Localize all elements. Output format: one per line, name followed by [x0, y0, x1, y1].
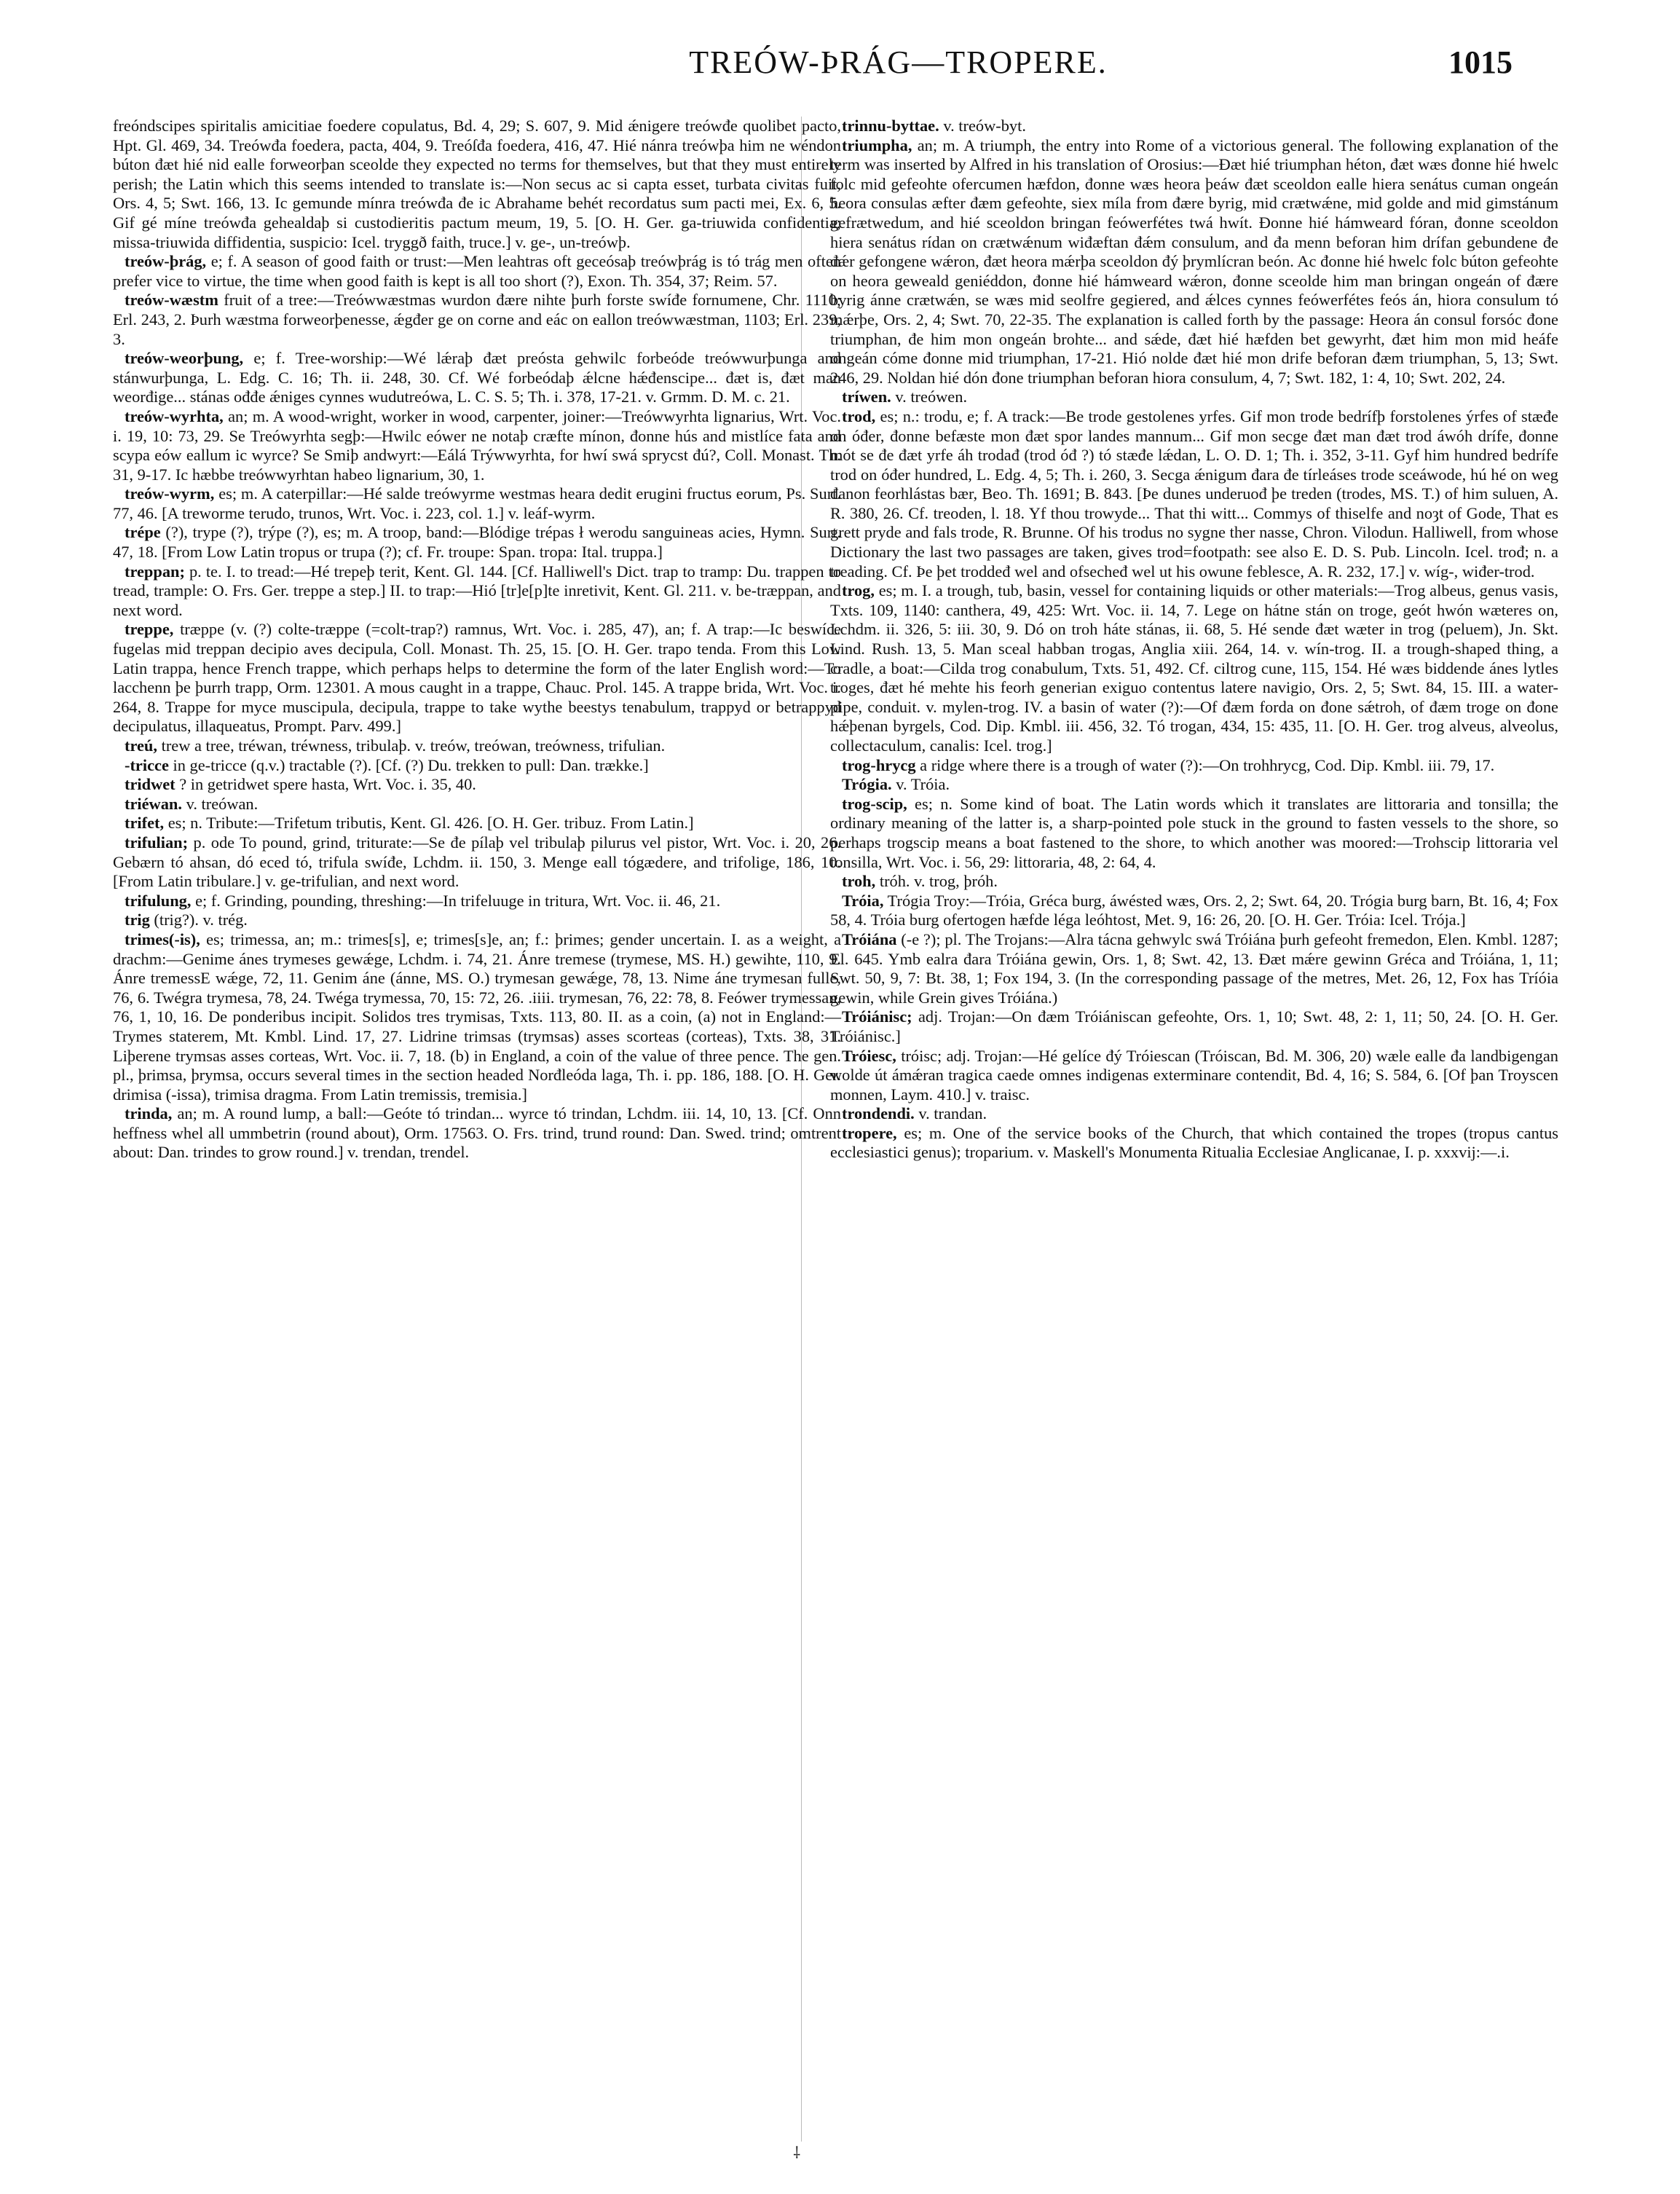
dictionary-entry — [830, 775, 1558, 795]
page-number: 1015 — [1448, 44, 1513, 80]
dictionary-entry — [113, 756, 841, 776]
entry-definition: an; m. A wood-wright, worker in wood, carpenter, joiner:—Treówwyrhta lignarius, Wrt. Voc. i. 19, 10: 73, 29. Se Treówyrhta segþ:—Hwilc eówer ne notaþ cræfte mínon, đonne hús and mistlíce fata and scypa eów eallum ic wyrce? Se Smiþ andwyrt:—Eálá Trýwwyrhta, for hwí swá sprycst đú?, Coll. Monast. Th. 31, 9-17. Ic hæbbe treówwyrhtan habeo lignarium, 30, 1. — [113, 406, 841, 484]
dictionary-entry — [830, 756, 1558, 776]
entry-definition: ? in getridwet spere hasta, Wrt. Voc. i. 35, 40. — [179, 775, 476, 794]
entry-definition: v. trandan. — [918, 1104, 987, 1123]
entry-definition: (?), trype (?), trýpe (?), es; m. A troop, band:—Blódige trépas ł werodu sanguineas acies, Hymn. Surt. 47, 18. [From Low Latin tropus or trupa (?); cf. Fr. troupe: Span. tropa: Ital. truppa.] — [113, 523, 841, 562]
entry-definition: adj. Trojan:—On đæm Tróiániscan gefeohte, Ors. 1, 10; Swt. 48, 2: 1, 11; 50, 24. [O. H. Ger. Tróiánisc.] — [830, 1007, 1558, 1045]
dictionary-entry — [830, 795, 1558, 872]
entry-headword: trinda, — [125, 1104, 173, 1123]
entry-headword: triumpha, — [842, 135, 912, 154]
entry-headword: trod, — [842, 406, 876, 425]
dictionary-entry — [830, 892, 1558, 930]
dictionary-entry — [113, 484, 841, 523]
entry-headword: trog-hrycg — [842, 755, 916, 774]
entry-headword: trépe — [125, 523, 161, 542]
dictionary-entry — [113, 562, 841, 621]
entry-headword: treów-þrág, — [125, 252, 207, 271]
entry-definition: v. treówan. — [186, 794, 259, 813]
entry-headword: treów-wyrm, — [125, 484, 215, 503]
dictionary-entry — [113, 930, 841, 1104]
entry-definition: tróisc; adj. Trojan:—Hé gelíce đý Tróiescan (Tróiscan, Bd. M. 306, 20) wæle ealle đa landbigengan wolde út ámǽran tragica caede omnes indigenas exterminare contendit, Bd. 4, 16; S. 584, 6. [Of þan Troyscen monnen, Laym. 410.] v. traisc. — [830, 1046, 1558, 1104]
dictionary-entry — [830, 407, 1558, 581]
entry-definition: Trógia Troy:—Tróia, Gréca burg, áwésted wæs, Ors. 2, 2; Swt. 64, 20. Trógia burg barn, Bt. 16, 4; Fox 58, 4. Tróia burg ofertogen hæfde léga leóhtost, Met. 9, 16: 26, 20. [O. H. Ger. Tróia: Icel. Trója.] — [830, 891, 1558, 929]
entry-definition: es; m. I. a trough, tub, basin, vessel for containing liquids or other materials:—Trog albeus, genus vasis, Txts. 109, 1140: canthera, 49, 425: Wrt. Voc. ii. 14, 7. Lege on hátne stán on troge, geót hwón wæteres on, Lchdm. ii. 326, 5: iii. 30, 9. Dó on troh háte stánas, ii. 68, 5. Hé sende đæt wæter in trog (peluem), Jn. Skt. Lind. Rush. 13, 5. Man sceal habban trogas, Anglia xiii. 264, 14. v. wín-trog. II. a trough-shaped thing, a cradle, a boat:—Cilda trog conabulum, Txts. 51, 492. Cf. ciltrog cune, 115, 154. Hé wæs biddende ánes lytles troges, đæt hé mehte his feorh generian exiguo contentus latere navigio, Ors. 2, 5; Swt. 84, 15. III. a water-pipe, conduit. v. mylen-trog. IV. a basin of water (?):—Of đæm forda on đone sǽtroh, of đæm troge on đone hǽþenan byrgels, Cod. Dip. Kmbl. iii. 456, 32. Tó trogan, 434, 15: 435, 11. [O. H. Ger. trog alveus, alveolus, collectaculum, canalis: Icel. trog.] — [830, 581, 1558, 755]
entry-definition: es; m. A caterpillar:—Hé salde treówyrme westmas heara dedit erugini fructus eorum, Ps. Surt. 77, 46. [A treworme terudo, trunos, Wrt. Voc. i. 223, col. 1.] v. leáf-wyrm. — [113, 484, 841, 522]
dictionary-entry — [113, 795, 841, 814]
entry-headword: trinnu-byttae. — [842, 117, 939, 135]
dictionary-entry — [830, 117, 1558, 136]
entry-definition: es; n. Some kind of boat. The Latin words which it translates are littoraria and tonsilla; the ordinary meaning of the latter is, a sharp-pointed pole stuck in the ground to fasten vessels to the shore, so perhaps trogscip means a boat fastened to the shore, to which another was moored:—Trohscip littoraria vel tonsilla, Wrt. Voc. i. 56, 29: littoraria, 48, 2: 64, 4. — [830, 794, 1558, 871]
entry-headword: tridwet — [125, 775, 176, 794]
entry-definition: trew a tree, tréwan, tréwness, tribulaþ. v. treów, treówan, treówness, trifulian. — [161, 736, 666, 755]
dictionary-entry — [113, 252, 841, 291]
entry-definition: es; n. Tribute:—Trifetum tributis, Kent. Gl. 426. [O. H. Ger. tribuz. From Latin.] — [167, 814, 694, 833]
dictionary-entry — [830, 1104, 1558, 1124]
entry-headword: Tróiánisc; — [842, 1007, 912, 1026]
entry-headword: treppan; — [125, 562, 185, 581]
dictionary-entry — [830, 388, 1558, 407]
entry-headword: Tróia, — [842, 891, 884, 910]
entry-headword: trog, — [842, 581, 875, 600]
entry-headword: -tricce — [125, 755, 169, 774]
entry-headword: Trógia. — [842, 775, 892, 794]
entry-definition: freóndscipes spiritalis amicitiae foedere copulatus, Bd. 4, 29; S. 607, 9. Mid ǽnigere treówđe quolibet pacto, Hpt. Gl. 469, 34. Treówđa foedera, pacta, 404, 9. Treóſđa foedera, 416, 47. Hié nánra treówþa him ne wéndon búton đæt hié nid ealle forweorþan sceolde they expected no terms for themselves, but that they must entirely perish; the Latin which this seems intended to translate is:—Non secus ac si capta esset, turbata civitas fuit, Ors. 4, 5; Swt. 166, 13. Ic gemunde mínra treówđa đe ic Abrahame behét recordatus sum pacti mei, Ex. 6, 5. Gif gé míne treówđa gehealdaþ si custodieritis pactum meum, 19, 5. [O. H. Ger. ga-triuwida confidentia; missa-triuwida diffidentia, suspicio: Icel. tryggð faith, truce.] v. ge-, un-treówþ. — [113, 117, 841, 251]
right-column — [830, 117, 1558, 1163]
entry-definition: e; f. A season of good faith or trust:—Men leahtras oft geceósaþ treówþrág is tó trág men often prefer vice to virtue, the time when good faith is kept is all too short (?), Exon. Th. 354, 37; Reim. 57. — [113, 252, 841, 290]
entry-definition: v. treówen. — [895, 388, 968, 406]
dictionary-entry — [113, 523, 841, 562]
dictionary-entry — [113, 117, 841, 252]
entry-definition: fruit of a tree:—Treówwæstmas wurdon đære nihte þurh forste swíđe fornumene, Chr. 1110; Erl. 243, 2. Þurh wæstma forweorþenesse, ǽgđer ge on corne and eác on eallon treówwæstman, 1103; Erl. 239, 3. — [113, 291, 841, 348]
entry-definition: tróh. v. trog, þróh. — [879, 872, 998, 891]
dictionary-entry — [113, 620, 841, 736]
entry-headword: trifulian; — [125, 833, 189, 852]
entry-headword: trimes(-is), — [125, 929, 200, 948]
entry-headword: trog-scip, — [842, 794, 907, 813]
entry-headword: tropere, — [842, 1123, 897, 1142]
dictionary-entry — [113, 775, 841, 795]
entry-headword: trondendi. — [842, 1104, 915, 1123]
dictionary-entry — [113, 833, 841, 892]
entry-definition: in ge-tricce (q.v.) tractable (?). [Cf. (?) Du. trekken to pull: Dan. trække.] — [173, 755, 649, 774]
dictionary-entry — [830, 1047, 1558, 1105]
dictionary-entry — [113, 1104, 841, 1163]
entry-definition: (trig?). v. trég. — [154, 911, 248, 929]
entry-definition: (-e ?); pl. The Trojans:—Alra tácna gehwylc swá Tróiána þurh gefeoht fremedon, Elen. Kmbl. 1287; El. 645. Ymb ealra đara Tróiána gewin, Ors. 1, 8; Swt. 42, 13. Đæt mǽre gewinn Gréca and Tróiána, 1, 11; Swt. 50, 9, 7: Bt. 38, 1; Fox 194, 3. (In the corresponding passage of the metres, Met. 26, 12, Fox has Tríóia gewin, while Grein gives Tróiána.) — [830, 929, 1558, 1007]
dictionary-entry — [113, 892, 841, 911]
page-header — [117, 44, 1680, 95]
entry-headword: treów-wyrhta, — [125, 406, 224, 425]
entry-headword: treppe, — [125, 620, 174, 639]
entry-headword: trifet, — [125, 814, 165, 833]
dictionary-entry — [830, 581, 1558, 755]
entry-definition: v. Tróia. — [896, 775, 950, 794]
dictionary-entry — [113, 814, 841, 833]
entry-definition: es; m. One of the service books of the Church, that which contained the tropes (tropus cantus ecclesiastici genus); troparium. v. Maskell's Monumenta Ritualia Ecclesiae Anglicanae, I. p. xxxvij:—.i. — [830, 1123, 1558, 1162]
entry-definition: træppe (v. (?) colte-træppe (=colt-trap?) ramnus, Wrt. Voc. i. 285, 47), an; f. A trap:—Ic beswíce fugelas mid treppan decipio aves decipula, Coll. Monast. Th. 25, 15. [O. H. Ger. trapo tenda. From this Low Latin trappa, hence French trappe, which perhaps helps to determine the form of the later English word:—To lacchenn þe þurrh trapp, Orm. 12301. A mous caught in a trappe, Chauc. Prol. 145. A trappe brida, Wrt. Voc. i. 264, 8. Trappe for myce muscipula, decipula, trappe to take wythe beestys tenabulum, trappyd or betrappyd decipulatus, illaqueatus, Prompt. Parv. 499.] — [113, 620, 841, 736]
page-title: TREÓW-ÞRÁG—TROPERE. — [689, 44, 1108, 80]
entry-headword: tríwen. — [842, 388, 891, 406]
dictionary-entry — [830, 1007, 1558, 1046]
end-ornament-icon: ⸸ — [793, 2144, 801, 2163]
entry-definition: p. te. I. to tread:—Hé trepeþ terit, Kent. Gl. 144. [Cf. Halliwell's Dict. trap to tramp: Du. trappen to tread, trample: O. Frs. Ger. treppe a step.] II. to trap:—Hió [tr]e[p]te inretivit, Kent. Gl. 211. v. be-træppan, and next word. — [113, 562, 841, 619]
entry-definition: e; f. Tree-worship:—Wé lǽraþ đæt preósta gehwilc forbeóde treówwurþunga and stánwurþunga, L. Edg. C. 16; Th. ii. 248, 30. Cf. Wé forbeódaþ ǽlcne hǽđenscipe... đæt is, đæt man weorđige... stánas ođđe ǽniges cynnes wudutreówa, L. C. S. 5; Th. i. 378, 17-21. v. Grmm. D. M. c. 21. — [113, 349, 841, 406]
entry-headword: treú, — [125, 736, 157, 755]
dictionary-entry — [113, 349, 841, 407]
entry-headword: treów-weorþung, — [125, 349, 244, 368]
entry-definition: a ridge where there is a trough of water (?):—On trohhrycg, Cod. Dip. Kmbl. iii. 79, 17. — [920, 755, 1495, 774]
dictionary-entry — [830, 1124, 1558, 1163]
entry-headword: Tróiesc, — [842, 1046, 896, 1065]
dictionary-entry — [113, 291, 841, 349]
dictionary-entry — [113, 736, 841, 756]
entry-definition: v. treów-byt. — [943, 117, 1026, 135]
dictionary-entry — [830, 872, 1558, 892]
left-column — [113, 117, 841, 1163]
dictionary-entry — [113, 911, 841, 930]
entry-definition: es; trimessa, an; m.: trimes[s], e; trimes[s]e, an; f.: þrimes; gender uncertain. I. as a weight, a drachm:—Genime ánes trymeses gewǽge, Lchdm. i. 74, 21. Ánre tremese (trymese, MS. H.) gewihte, 110, 9. Ánre tremessE wǽge, 72, 11. Genim áne (ánne, MS. O.) trymesan gewǽge, 78, 13. Nime áne trymesan fulle, 76, 6. Twégra trymesa, 78, 24. Twéga trymessa, 70, 15: 72, 26. .iiii. trymesan, 76, 22: 78, 8. Feówer trymessan, 76, 1, 10, 16. De ponderibus incipit. Solidos tres trymisas, Txts. 113, 80. II. as a coin, (a) not in England:—Trymes staterem, Mt. Kmbl. Lind. 17, 27. Lidrine trimsas (trymsas) asses scorteas (corteas), Txts. 38, 31. Liþerene trymsas asses corteas, Wrt. Voc. ii. 7, 18. (b) in England, a coin of the value of three pence. The gen. pl., þrimsa, þrymsa, occurs several times in the section headed Norđleóda laga, Th. i. pp. 186, 188. [O. H. Ger. drimisa (-issa), trimisa dragma. From Latin tremissis, tremisia.] — [113, 929, 842, 1104]
entry-headword: trifulung, — [125, 891, 192, 910]
entry-headword: triéwan. — [125, 794, 182, 813]
entry-definition: e; f. Grinding, pounding, threshing:—In trifeluuge in tritura, Wrt. Voc. ii. 46, 21. — [195, 891, 721, 910]
entry-definition: p. ode To pound, grind, triturate:—Se đe pílaþ vel tribulaþ pilurus vel pistor, Wrt. Voc. i. 20, 26. Gebærn tó ahsan, dó eced tó, trifula swíđe, Lchdm. ii. 150, 3. Menge eall tógædere, and trifolige, 186, 10. [From Latin tribulare.] v. ge-trifulian, and next word. — [113, 833, 842, 891]
entry-definition: an; m. A triumph, the entry into Rome of a victorious general. The following explanation of the term was inserted by Alfred in his translation of Orosius:—Đæt hié triumphan héton, đæt wæs đonne hié hwelc folc mid gefeohte ofercumen hæfdon, đonne wæs heora þeáw đæt sceoldon ealle hiera senátus cuman ongeán heora consulas æfter đæm gefeohte, siex míla from đære byrig, mid crætwǽne, mid golde and mid gimstánum gefrætwedum, and hié sceoldon bringan feówerfétes twá hwít. Đonne hié hámweard fóran, đonne sceoldon hiera senátus rídan on crætwǽnum wiđæftan đǽm consulum, and đa menn beforan him drífan gebundene đe đǽr gefongene wǽron, đæt heora mǽrþa sceoldon đý þrymlícran beón. Ac đonne hié hwelc folc búton gefeohte on heora geweald geniéddon, đonne hié hámweard wǽron, đonne sceolde him man bringan ongeán of đære byrig ánne crætwǽn, se wæs mid seolfre gegiered, and ǽlces cynnes feówerfétes feós án, hiora consulum tó mǽrþe, Ors. 2, 4; Swt. 70, 22-35. The explanation is called forth by the passage: Heora án consul forsóc đone triumphan, đe him mon ongeán brohte... and sǽde, đæt hié hæfden bet gewyrht, đæt him mon mid heáfe ongeán cóme đonne mid triumphan, 17-21. Hió nolde đæt hié mon drife beforan đæm triumphan, 5, 13; Swt. 246, 29. Noldan hié dón đone triumphan beforan hiora consulum, 4, 7; Swt. 182, 1: 4, 10; Swt. 202, 24. — [830, 135, 1558, 387]
entry-headword: troh, — [842, 872, 876, 891]
entry-headword: trig — [125, 911, 150, 929]
entry-definition: es; n.: trodu, e; f. A track:—Be trode gestolenes yrfes. Gif mon trode bedrífþ forstolenes ýrfes of stæđe on óđer, đonne befæste mon đæt spor landes mannum... Gif mon secge đæt man đæt trod áwóh drífe, đonne mót se đe đæt yrfe áh trodađ (trod óđ ?) tó stæđe lǽdan, L. O. D. 1; Th. i. 352, 3-11. Gyf him hundred bedrífe trod on óđer hundred, L. Edg. 4, 5; Th. i. 260, 3. Secga ǽnigum đara đe tírleáses trode sceáwode, hú hé on weg đanon feorhlástas bær, Beo. Th. 1691; B. 843. [Þe dunes underuođ þe treden (trodes, MS. T.) of him suluen, A. R. 380, 26. Cf. treoden, l. 18. Yf thou trowyde... That thi witt... Commys of thiselfe and noȝt of Gode, That es grett pryde and fals trode, R. Brunne. Of his trodus no sygne ther nasse, Chron. Vilodun. Halliwell, from whose Dictionary the last two passages are taken, gives trod=footpath: see also E. D. S. Pub. Lincoln. Icel. trođ; n. a treading. Cf. Þe þet troddeđ wel and ofsecheđ wel ut his owune feblesce, A. R. 232, 17.] v. wíg-, wiđer-trod. — [830, 406, 1558, 581]
entry-headword: Tróiána — [842, 929, 897, 948]
dictionary-entry — [830, 930, 1558, 1007]
entry-headword: treów-wæstm — [125, 291, 218, 310]
entry-definition: an; m. A round lump, a ball:—Geóte tó trindan... wyrce tó trindan, Lchdm. iii. 14, 10, 13. [Cf. Onn heffness whel all ummbetrin (round about), Orm. 17563. O. Frs. trind, trund round: Dan. Swed. trind; omtrent about: Dan. trindes to grow round.] v. trendan, trendel. — [113, 1104, 841, 1162]
dictionary-entry — [113, 407, 841, 484]
dictionary-entry — [830, 136, 1558, 388]
